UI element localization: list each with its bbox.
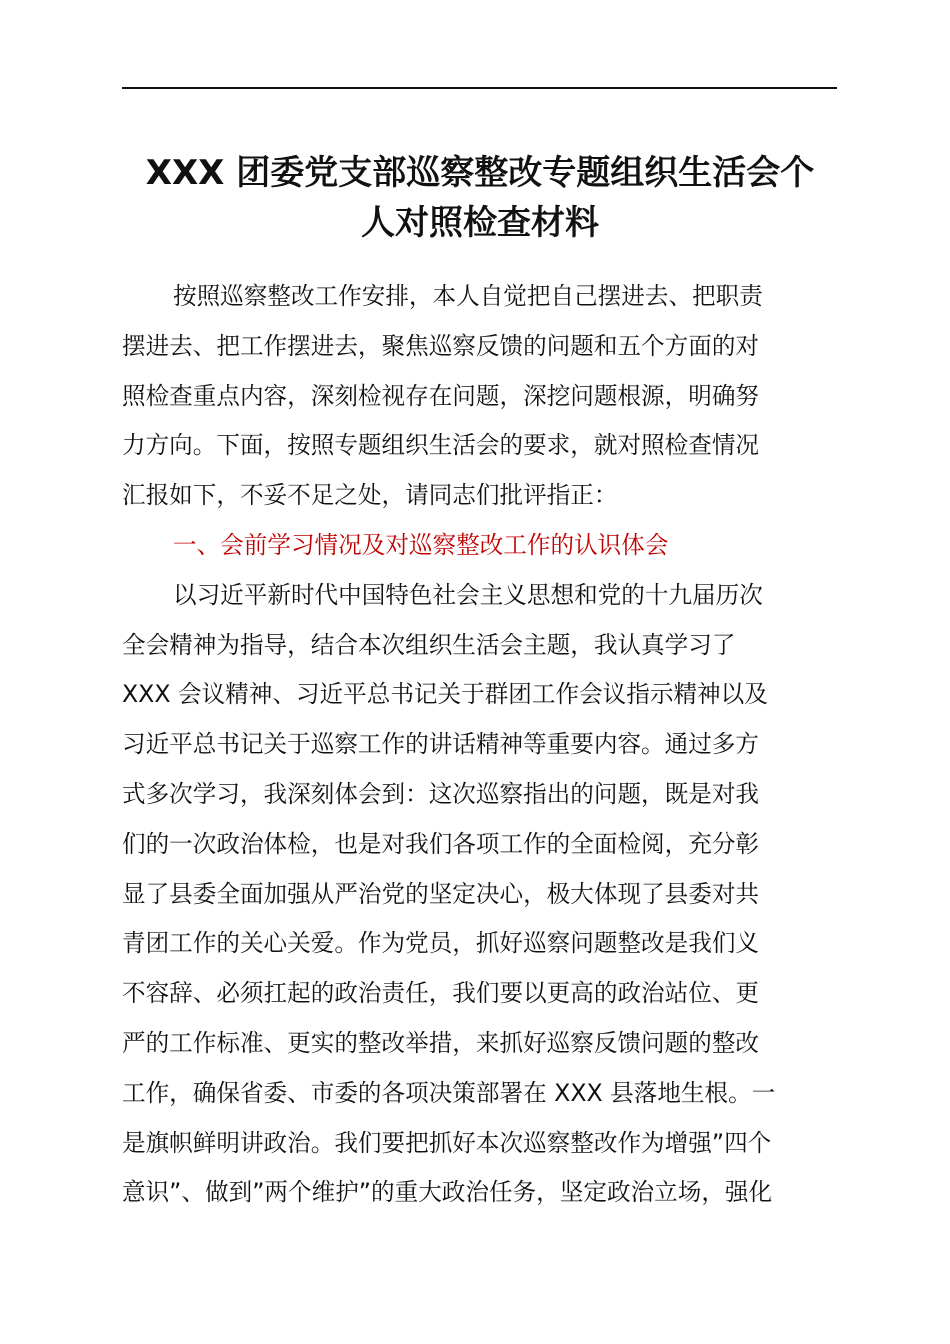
document-body	[122, 272, 837, 1218]
header-rule	[122, 87, 837, 89]
paragraph-line: 青团工作的关心关爱。作为党员，抓好巡察问题整改是我们义	[122, 929, 760, 958]
paragraph-line: 习近平总书记关于巡察工作的讲话精神等重要内容。通过多方	[122, 730, 760, 759]
paragraph-line: 摆进去、把工作摆进去，聚焦巡察反馈的问题和五个方面的对	[122, 331, 760, 360]
paragraph-line: 是旗帜鲜明讲政治。我们要把抓好本次巡察整改作为增强”四个	[122, 1128, 772, 1157]
paragraph-line: 严的工作标准、更实的整改举措，来抓好巡察反馈问题的整改	[122, 1028, 760, 1057]
paragraph-study	[122, 571, 837, 1218]
paragraph-line: 式多次学习，我深刻体会到：这次巡察指出的问题，既是对我	[122, 779, 760, 808]
paragraph-line: 全会精神为指导，结合本次组织生活会主题，我认真学习了	[122, 630, 736, 659]
paragraph-line: 不容辞、必须扛起的政治责任，我们要以更高的政治站位、更	[122, 979, 760, 1008]
paragraph-line: 以习近平新时代中国特色社会主义思想和党的十九届历次	[173, 580, 763, 609]
paragraph-line: 工作，确保省委、市委的各项决策部署在 XXX 县落地生根。一	[122, 1078, 776, 1107]
paragraph-line: 意识”、做到”两个维护”的重大政治任务，坚定政治立场，强化	[122, 1178, 773, 1207]
paragraph-intro	[122, 272, 837, 521]
section-heading: 一、会前学习情况及对巡察整改工作的认识体会	[173, 530, 669, 559]
document-title	[110, 148, 850, 248]
paragraph-line: 力方向。下面，按照专题组织生活会的要求，就对照检查情况	[122, 431, 760, 460]
paragraph-line: XXX 会议精神、习近平总书记关于群团工作会议指示精神以及	[122, 680, 768, 709]
paragraph-line: 照检查重点内容，深刻检视存在问题，深挖问题根源，明确努	[122, 381, 760, 410]
title-line: 人对照检查材料	[361, 203, 599, 243]
paragraph-line: 按照巡察整改工作安排，本人自觉把自己摆进去、把职责	[173, 282, 763, 310]
title-line: XXX 团委党支部巡察整改专题组织生活会个	[145, 153, 815, 193]
paragraph-line: 显了县委全面加强从严治党的坚定决心，极大体现了县委对共	[122, 879, 760, 908]
paragraph-line: 们的一次政治体检，也是对我们各项工作的全面检阅，充分彰	[122, 829, 760, 858]
paragraph-line: 汇报如下，不妥不足之处，请同志们批评指正：	[122, 481, 618, 510]
